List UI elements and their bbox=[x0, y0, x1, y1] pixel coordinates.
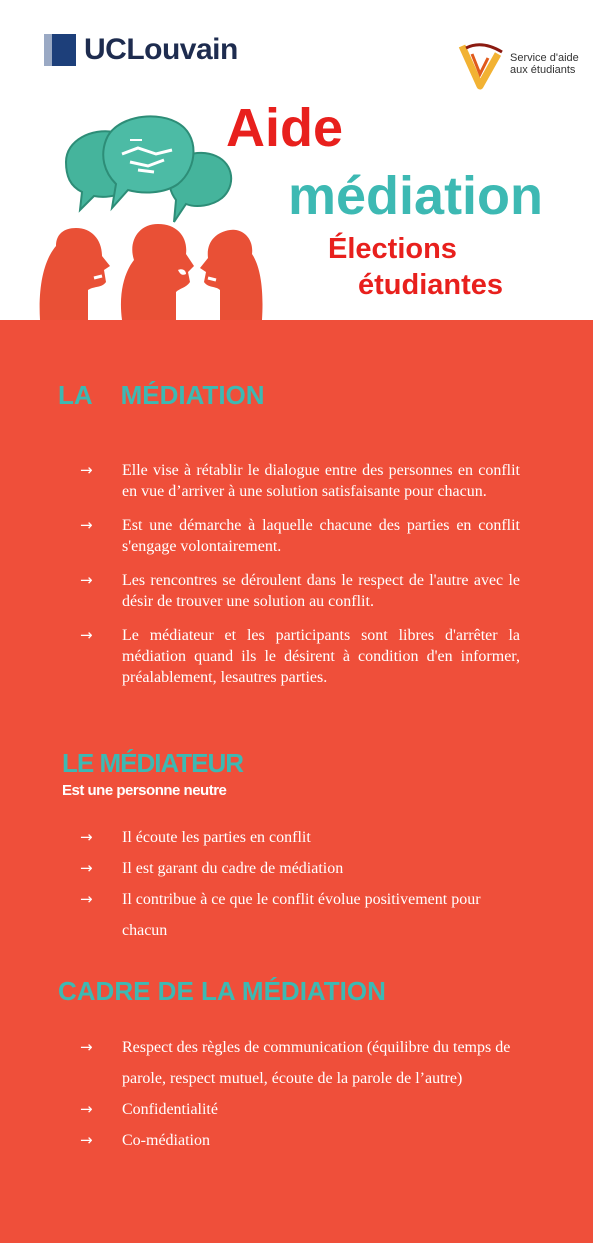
header bbox=[0, 0, 593, 320]
right-arrow-icon: → bbox=[80, 1038, 93, 1056]
title-aide: Aide bbox=[226, 98, 344, 158]
mediation-list bbox=[80, 460, 520, 701]
list-item: → Confidentialité bbox=[80, 1094, 520, 1125]
uclouvain-logo-icon bbox=[44, 34, 76, 66]
mediateur-list bbox=[80, 822, 520, 946]
mediateur-subtitle: Est une personne neutre bbox=[62, 782, 227, 799]
list-item: → Respect des règles de communication (équilibre du temps de parole, respect mutuel, écoute de la parole de l’autre) bbox=[80, 1032, 520, 1094]
right-arrow-icon: → bbox=[80, 516, 93, 534]
subtitle-elections: Élections bbox=[328, 233, 457, 265]
right-arrow-icon: → bbox=[80, 1100, 93, 1118]
service-logo bbox=[458, 36, 579, 96]
list-item: → Est une démarche à laquelle chacune des parties en conflit s'engage volontairement. bbox=[80, 516, 520, 555]
list-item: → Il écoute les parties en conflit bbox=[80, 822, 520, 853]
right-arrow-icon: → bbox=[80, 626, 93, 644]
section-title-mediation: LA MÉDIATION bbox=[58, 380, 265, 410]
right-arrow-icon: → bbox=[80, 571, 93, 589]
subtitle-etudiantes: étudiantes bbox=[358, 269, 504, 301]
list-item: → Il est garant du cadre de médiation bbox=[80, 853, 520, 884]
section-title-cadre: CADRE DE LA MÉDIATION bbox=[58, 976, 386, 1006]
content-panel bbox=[0, 320, 593, 1243]
list-item: → Le médiateur et les participants sont libres d'arrêter la médiation quand ils le désirent à condition d'en informer, préalablement, lesautres parties. bbox=[80, 626, 520, 686]
cadre-list bbox=[80, 1032, 520, 1156]
title-mediation: médiation bbox=[288, 166, 544, 226]
right-arrow-icon: → bbox=[80, 461, 93, 479]
list-item: → Les rencontres se déroulent dans le respect de l'autre avec le désir de trouver une solution au conflit. bbox=[80, 571, 520, 610]
service-emblem-icon bbox=[458, 40, 506, 92]
list-item: → Co-médiation bbox=[80, 1125, 520, 1156]
service-logo-text: Service d'aide aux étudiants bbox=[510, 52, 579, 76]
list-item: → Il contribue à ce que le conflit évolue positivement pour chacun bbox=[80, 884, 520, 946]
uclouvain-logo bbox=[44, 30, 238, 70]
section-title-mediateur: LE MÉDIATEUR bbox=[62, 748, 244, 778]
right-arrow-icon: → bbox=[80, 859, 93, 877]
right-arrow-icon: → bbox=[80, 1131, 93, 1149]
list-item: → Elle vise à rétablir le dialogue entre des personnes en conflit en vue d’arriver à une solution satisfaisante pour chacun. bbox=[80, 461, 520, 500]
right-arrow-icon: → bbox=[80, 890, 93, 908]
logo-text: UCLouvain bbox=[84, 33, 238, 66]
right-arrow-icon: → bbox=[80, 828, 93, 846]
